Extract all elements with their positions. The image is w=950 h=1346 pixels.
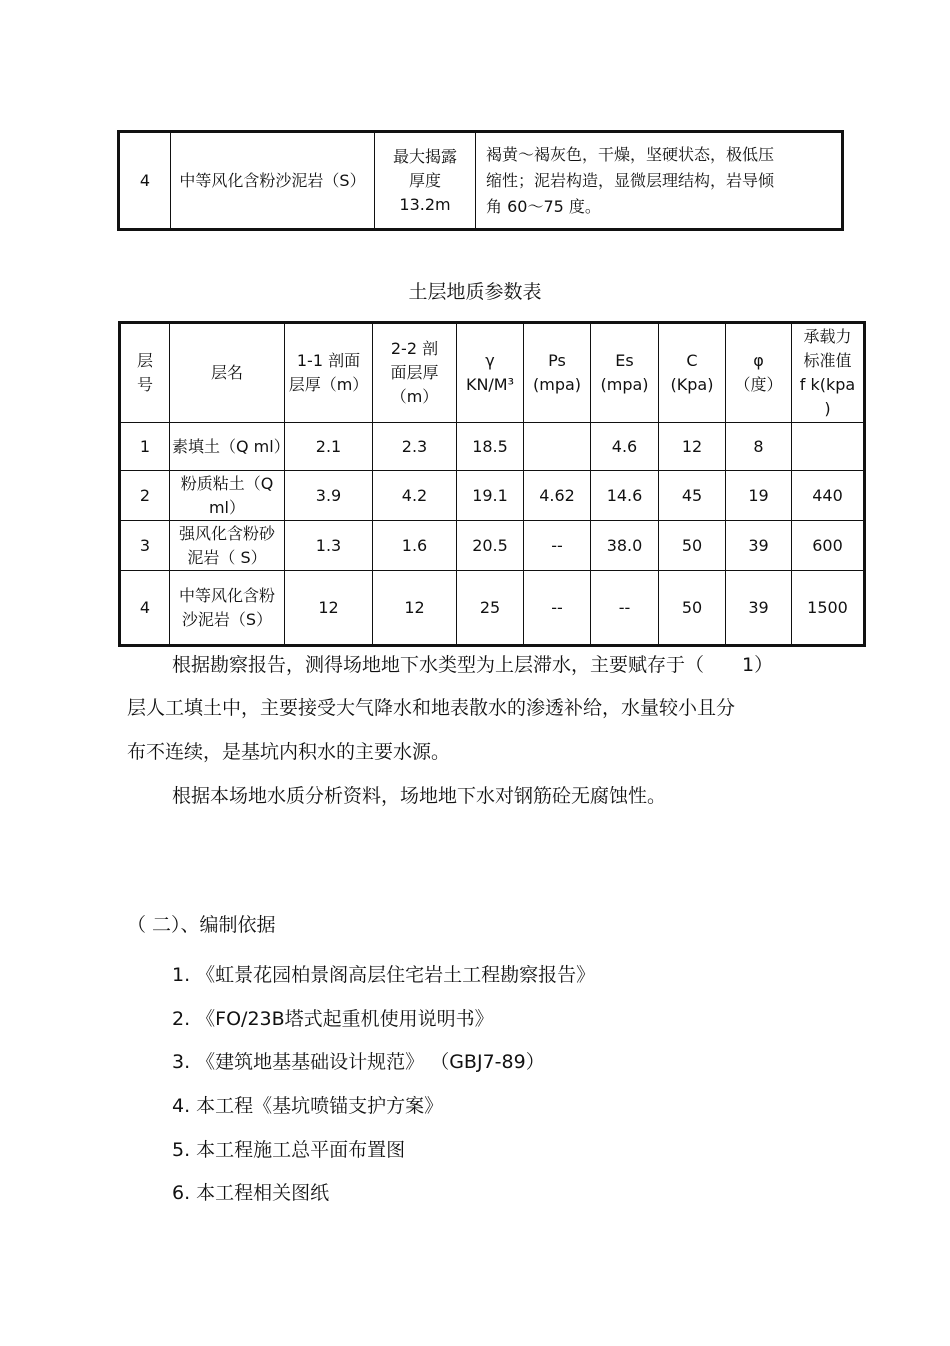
header-c: C (Kpa) [659, 323, 726, 423]
row-es: 38.0 [591, 521, 659, 571]
table-row [120, 423, 865, 471]
row-t11: 2.1 [285, 423, 373, 471]
groundwater-paragraph-line-2: 层人工填土中，主要接受大气降水和地表散水的渗透补给，水量较小且分 [127, 697, 736, 719]
groundwater-paragraph-line-1: 根据勘察报告，测得场地地下水类型为上层滞水，主要赋存于（ 1） [172, 654, 774, 676]
row-fk: 600 [792, 521, 865, 571]
thickness-cell [375, 132, 476, 230]
list-item: 5. 本工程施工总平面布置图 [172, 1139, 406, 1161]
row-gamma: 18.5 [457, 423, 524, 471]
row-name: 中等风化含粉沙泥岩（S） [170, 571, 285, 646]
rock-layer-table [117, 130, 844, 231]
row-fk: 1500 [792, 571, 865, 646]
row-gamma: 19.1 [457, 471, 524, 521]
table-row [120, 571, 865, 646]
row-t11: 3.9 [285, 471, 373, 521]
header-layer-no: 层号 [120, 323, 170, 423]
description-line-2: 缩性；泥岩构造，显微层理结构，岩导倾 [486, 170, 775, 190]
row-fk [792, 423, 865, 471]
section-heading: （ 二）、编制依据 [127, 914, 276, 936]
header-row [120, 323, 865, 423]
header-bearing-capacity: 承载力 标准值 f k(kpa ) [792, 323, 865, 423]
description-line-1: 褐黄～褐灰色，干燥，坚硬状态，极低压 [486, 144, 775, 164]
description-line-3: 角 60～75 度。 [486, 196, 601, 216]
row-c: 12 [659, 423, 726, 471]
row-no: 4 [120, 571, 170, 646]
thickness-value: 13.2m [399, 194, 451, 214]
row-phi: 8 [726, 423, 792, 471]
row-phi: 39 [726, 571, 792, 646]
row-t11: 12 [285, 571, 373, 646]
row-name: 粉质粘土（Q ml） [170, 471, 285, 521]
header-es: Es (mpa) [591, 323, 659, 423]
thickness-label-2: 厚度 [408, 170, 441, 190]
row-phi: 19 [726, 471, 792, 521]
thickness-label-1: 最大揭露 [392, 146, 457, 166]
row-no: 2 [120, 471, 170, 521]
row-es: -- [591, 571, 659, 646]
row-ps: -- [524, 521, 591, 571]
row-t22: 4.2 [373, 471, 457, 521]
table-row [119, 132, 843, 230]
list-item: 3. 《建筑地基基础设计规范》 （GBJ7-89） [172, 1051, 545, 1073]
row-es: 4.6 [591, 423, 659, 471]
soil-table-title: 土层地质参数表 [408, 281, 542, 303]
groundwater-paragraph-line-3: 布不连续，是基坑内积水的主要水源。 [127, 741, 451, 763]
row-t11: 1.3 [285, 521, 373, 571]
row-no: 3 [120, 521, 170, 571]
row-gamma: 25 [457, 571, 524, 646]
list-item: 4. 本工程《基坑喷锚支护方案》 [172, 1095, 444, 1117]
row-fk: 440 [792, 471, 865, 521]
row-c: 50 [659, 521, 726, 571]
row-ps: -- [524, 571, 591, 646]
row-name: 强风化含粉砂泥岩（ S） [170, 521, 285, 571]
row-phi: 39 [726, 521, 792, 571]
header-thickness-22: 2-2 剖 面层厚 （m） [373, 323, 457, 423]
row-c: 45 [659, 471, 726, 521]
row-t22: 1.6 [373, 521, 457, 571]
table-row [120, 471, 865, 521]
row-t22: 12 [373, 571, 457, 646]
row-name: 素填土（Q ml） [170, 423, 285, 471]
header-phi: φ （度） [726, 323, 792, 423]
row-no: 1 [120, 423, 170, 471]
list-item: 6. 本工程相关图纸 [172, 1182, 330, 1204]
row-t22: 2.3 [373, 423, 457, 471]
header-thickness-11: 1-1 剖面 层厚（m） [285, 323, 373, 423]
description-cell [476, 132, 843, 230]
row-ps: 4.62 [524, 471, 591, 521]
layer-no-cell: 4 [119, 132, 171, 230]
header-ps: Ps (mpa) [524, 323, 591, 423]
header-gamma: γ KN/M³ [457, 323, 524, 423]
water-quality-paragraph: 根据本场地水质分析资料，场地地下水对钢筋砼无腐蚀性。 [172, 785, 667, 807]
list-item: 2. 《FO/23B塔式起重机使用说明书》 [172, 1008, 494, 1030]
list-item: 1. 《虹景花园柏景阁高层住宅岩土工程勘察报告》 [172, 964, 596, 986]
row-gamma: 20.5 [457, 521, 524, 571]
soil-parameter-table [118, 321, 866, 647]
row-es: 14.6 [591, 471, 659, 521]
header-layer-name: 层名 [170, 323, 285, 423]
row-ps [524, 423, 591, 471]
table-row [120, 521, 865, 571]
layer-name-cell: 中等风化含粉沙泥岩（S） [171, 132, 375, 230]
row-c: 50 [659, 571, 726, 646]
